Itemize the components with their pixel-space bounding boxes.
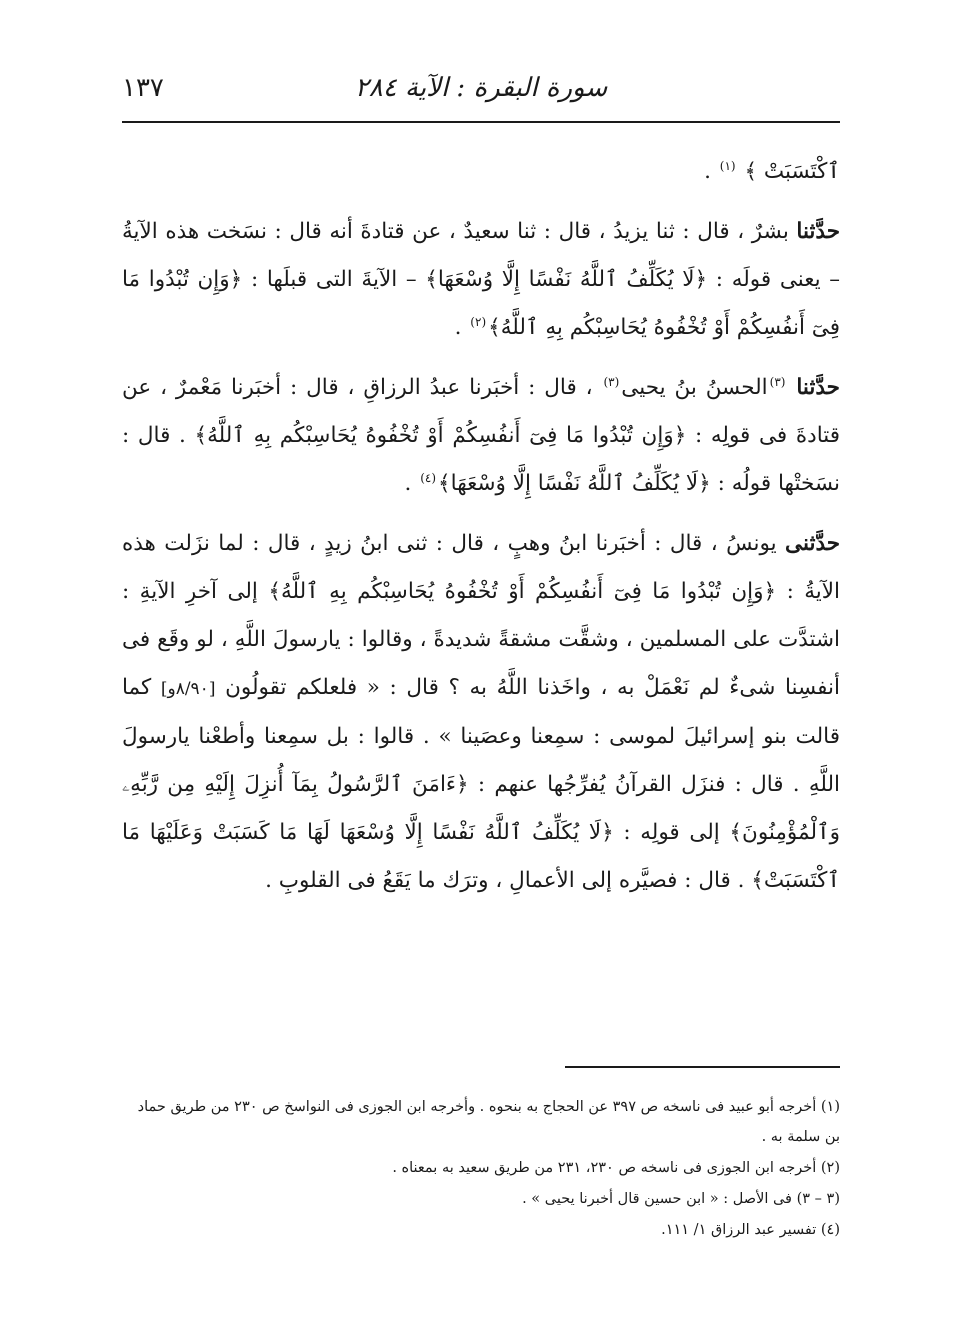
text-span: يونسُ ، قال : أخبَرنا ابنُ وهبٍ ، قال : ثنى ابنُ زيدٍ ، قال : لما نزَلت هذه الآيةُ :	[122, 531, 841, 604]
footnote-marker: (٣)	[603, 374, 620, 389]
text-span: ، قال : أخبَرنا عبدُ الرزاقِ ، قال : أخبَرنا مَعْمرٌ ، عن قتادةَ فى قولِه :	[122, 375, 841, 448]
quran-brace-close: ﴾	[425, 267, 438, 292]
quran-brace-open: ﴿	[763, 579, 777, 604]
text-span: كما قالت بنو إسرائيلَ لموسى : سمِعنا وعصَينا » . قالوا : بل سمِعنا وأطعْنا يارسولَ اللَّهِ . قال : فنزَل القرآنُ يُفرِّجُها عنهم :	[122, 675, 840, 797]
quran-brace-open: ﴿	[673, 423, 687, 448]
text-span: الحسنُ بنُ يحيى	[621, 375, 768, 400]
quran-brace-close: ﴾	[194, 423, 208, 448]
footnote-1: (١) أخرجه أبو عبيد فى ناسخه ص ٣٩٧ عن الحجاج به بنحوه . وأخرجه ابن الجوزى فى النواسخ ص ٢٣٠ من طريق حماد بن سلمة به .	[137, 1099, 840, 1145]
quran-brace-close: ﴾	[268, 579, 281, 604]
quran-quote: لَا يُكَلِّفُ ٱللَّهُ نَفْسًا إِلَّا وُسْعَهَا	[437, 267, 695, 292]
header-rule	[122, 121, 840, 123]
footnote-separator	[565, 1066, 840, 1068]
quran-brace-close: ﴾	[488, 315, 501, 340]
footnote-marker: (٢)	[470, 314, 487, 329]
folio-reference: [٨/٩٠و]	[160, 679, 216, 699]
quran-quote: ٱكْتَسَبَتْ	[763, 159, 840, 184]
footnote-marker: (٤)	[420, 470, 437, 485]
quran-brace-close: ﴾	[751, 868, 764, 893]
footnote-marker: (٣)	[769, 374, 786, 389]
text-span: إلى قولِه :	[623, 820, 720, 845]
quran-brace-close: ﴾	[744, 159, 758, 184]
quran-quote: لَا يُكَلِّفُ ٱللَّهُ نَفْسًا إِلَّا وُسْعَهَا	[450, 471, 699, 496]
quran-brace-open: ﴿	[229, 267, 243, 292]
text-span: بشرٌ ، قال : ثنا يزيدُ ، قال : ثنا سعيدٌ ، عن قتادةَ أنه قال : نسَخت هذه الآيةُ – يعنى قولَه :	[122, 219, 840, 292]
quran-brace-open: ﴿	[694, 267, 708, 292]
text-span: إلى آخرِ الآيةِ : اشتدَّت على المسلمين ، وشقَّت مشقةً شديدةً ، وقالوا : يارسولَ اللَّهِ ، لو وقَع فى أنفسِنا شىءٌ لم نَعْمَلْ به ، واخَذنا اللَّهُ به ؟ قال : « فلعلكم تقولُون	[122, 579, 840, 700]
quran-quote: لَا يُكَلِّفُ ٱللَّهُ نَفْسًا إِلَّا وُسْعَهَا لَهَا مَا كَسَبَتْ وَعَلَيْهَا مَا ٱكْتَسَبَتْ	[122, 820, 840, 893]
sentence-end: .	[404, 471, 412, 496]
paragraph-1	[122, 208, 840, 352]
footnotes	[122, 1092, 840, 1246]
hadith-lead: حدَّثنا	[796, 219, 840, 244]
running-title: سورة البقرة : الآية ٢٨٤	[354, 73, 608, 103]
paragraph-2	[122, 364, 840, 508]
page-number: ١٣٧	[122, 73, 164, 103]
quran-quote: وَإِن تُبْدُوا مَا فِىٓ أَنفُسِكُمْ أَوْ تُخْفُوهُ يُحَاسِبْكُم بِهِ ٱللَّهُ	[207, 423, 674, 448]
paragraph-3	[122, 520, 840, 905]
text-span: – الآيةَ التى قبلَها :	[250, 267, 417, 292]
text-span: . قال : نسَختْها قولُه :	[122, 423, 840, 496]
paragraph-0	[122, 148, 840, 196]
page-header	[122, 68, 840, 112]
quran-quote: وَإِن تُبْدُوا مَا فِىٓ أَنفُسِكُمْ أَوْ تُخْفُوهُ يُحَاسِبْكُم بِهِ ٱللَّهُ	[280, 579, 764, 604]
quran-brace-close: ﴾	[729, 820, 743, 845]
quran-brace-open: ﴿	[698, 471, 711, 496]
body-text	[122, 148, 840, 917]
footnote-3: (٣ – ٣) فى الأصل : « ابن حسين قال أخبرنا يحيى » .	[522, 1191, 840, 1207]
sentence-end: .	[454, 315, 462, 340]
quran-brace-open: ﴿	[601, 820, 614, 845]
quran-brace-close: ﴾	[438, 471, 451, 496]
text-span: . قال : فصيَّره إلى الأعمالِ ، وترَك ما يَقَعُ فى القلوبِ .	[265, 868, 745, 893]
footnote-2: (٢) أخرجه ابن الجوزى فى ناسخه ص ٢٣٠، ٢٣١ من طريق سعيد به بمعناه .	[392, 1160, 840, 1176]
footnote-4: (٤) تفسير عبد الرزاق ١/ ١١١.	[661, 1222, 840, 1238]
hadith-lead: حدَّثنى	[785, 531, 841, 556]
hadith-lead: حدَّثنا	[796, 375, 840, 400]
sentence-end: .	[704, 159, 711, 184]
quran-quote: ءَامَنَ ٱلرَّسُولُ بِمَآ أُنزِلَ إِلَيْهِ مِن رَّبِّهِۦ وَٱلْمُؤْمِنُونَ	[122, 772, 840, 845]
quran-quote: وَإِن تُبْدُوا مَا فِىٓ أَنفُسِكُمْ أَوْ تُخْفُوهُ يُحَاسِبْكُم بِهِ ٱللَّهُ	[122, 267, 840, 340]
footnote-marker: (١)	[719, 158, 736, 173]
quran-brace-open: ﴿	[456, 772, 469, 797]
